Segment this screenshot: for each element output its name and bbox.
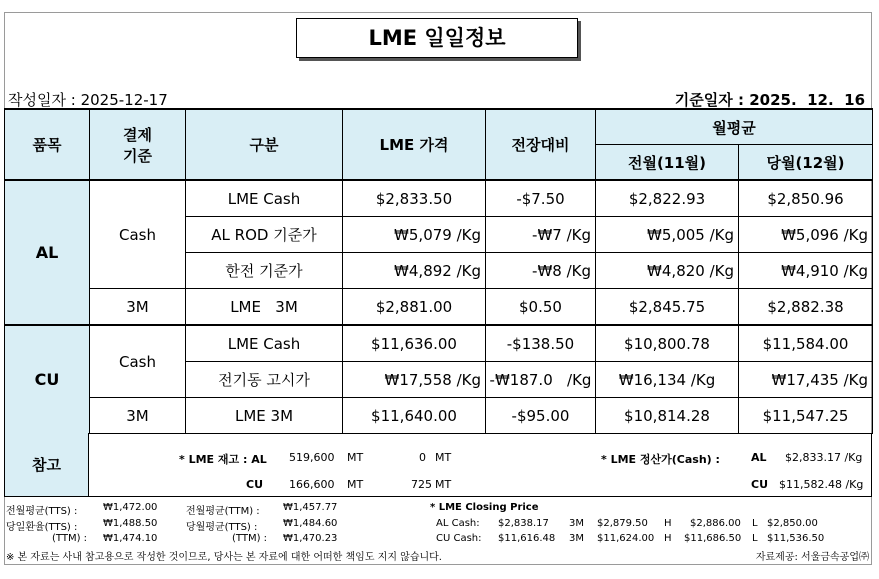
curr-avg-ttm-value: ₩1,470.23 — [283, 533, 338, 544]
note-label: 참고 — [4, 433, 89, 497]
header-change: 전장대비 — [486, 109, 596, 180]
curr-avg-tts-label: 당월평균(TTS) : — [186, 522, 258, 533]
stock-label: * LME 재고 : AL — [179, 453, 267, 466]
product-cu: CU — [5, 325, 90, 434]
prev-avg-cell: $10,814.28 — [596, 398, 739, 434]
data-source: 자료제공: 서울금속공업㈜ — [755, 552, 869, 563]
settle-basis-3m: 3M — [90, 398, 186, 434]
settle-basis-cash: Cash — [90, 325, 186, 398]
page-title: LME 일일정보 — [296, 18, 578, 58]
change-cell: -₩8 /Kg — [486, 253, 596, 289]
curr-avg-cell: ₩4,910 /Kg — [739, 253, 873, 289]
al-stock-2: 0 — [419, 451, 426, 464]
al-high-value: $2,886.00 — [690, 518, 741, 529]
header-settle — [90, 109, 186, 180]
base-date-value: 2025. 12. 16 — [749, 91, 865, 109]
prev-avg-cell: ₩5,005 /Kg — [596, 217, 739, 253]
table-row — [5, 180, 873, 217]
al-low-label: L — [752, 518, 758, 529]
base-date-label: 기준일자 : — [674, 91, 744, 109]
curr-avg-cell: $2,882.38 — [739, 289, 873, 326]
cu-3m-label: 3M — [569, 533, 584, 544]
cu-3m-value: $11,624.00 — [597, 533, 655, 544]
closing-price-title: * LME Closing Price — [430, 502, 539, 513]
base-date — [675, 89, 865, 110]
change-cell: -$138.50 — [486, 325, 596, 362]
settle-basis-cash: Cash — [90, 180, 186, 289]
curr-avg-cell: $11,547.25 — [739, 398, 873, 434]
header-settle-line1: 결제 — [123, 125, 152, 144]
settle-cu-value: $11,582.48 /Kg — [779, 478, 864, 491]
note-box — [89, 433, 872, 497]
cu-high-label: H — [664, 533, 672, 544]
al-3m-value: $2,879.50 — [597, 518, 648, 529]
al-low-value: $2,850.00 — [767, 518, 818, 529]
prev-avg-cell: $10,800.78 — [596, 325, 739, 362]
change-cell: -₩7 /Kg — [486, 217, 596, 253]
price-cell: $2,833.50 — [343, 180, 486, 217]
category-cell: 한전 기준가 — [186, 253, 343, 289]
price-cell: ₩17,558 /Kg — [343, 362, 486, 398]
note-section — [4, 433, 872, 497]
today-rate-tts-value: ₩1,488.50 — [103, 518, 158, 529]
category-cell: LME 3M — [186, 398, 343, 434]
written-date-value: 2025-12-17 — [80, 91, 168, 109]
cu-stock-unit: MT — [347, 478, 364, 491]
header-monthly-avg: 월평균 — [596, 109, 873, 145]
today-rate-ttm-value: ₩1,474.10 — [103, 533, 158, 544]
settle-al-value: $2,833.17 /Kg — [785, 451, 863, 464]
header-prev-month: 전월(11월) — [596, 145, 739, 181]
today-rate-tts-label: 당일환율(TTS) : — [6, 522, 78, 533]
cu-low-value: $11,536.50 — [767, 533, 825, 544]
prev-avg-ttm-label: 전월평균(TTM) : — [186, 506, 260, 517]
cu-high-value: $11,686.50 — [684, 533, 742, 544]
curr-avg-tts-value: ₩1,484.60 — [283, 518, 338, 529]
category-cell: LME Cash — [186, 180, 343, 217]
prev-avg-cell: $2,822.93 — [596, 180, 739, 217]
prev-avg-cell: ₩4,820 /Kg — [596, 253, 739, 289]
header-item: 품목 — [5, 109, 90, 180]
curr-avg-cell: $11,584.00 — [739, 325, 873, 362]
header-category: 구분 — [186, 109, 343, 180]
cu-stock-2-unit: MT — [435, 478, 452, 491]
curr-avg-ttm-label: (TTM) : — [232, 533, 268, 544]
table-row — [5, 289, 873, 326]
header-curr-month: 당월(12월) — [739, 145, 873, 181]
prev-avg-tts-value: ₩1,472.00 — [103, 502, 158, 513]
al-cash-value: $2,838.17 — [498, 518, 549, 529]
category-cell: LME Cash — [186, 325, 343, 362]
settle-cu-label: CU — [751, 478, 769, 491]
al-stock-2-unit: MT — [435, 451, 452, 464]
settle-al-label: AL — [751, 451, 767, 464]
prev-avg-tts-label: 전월평균(TTS) : — [6, 506, 78, 517]
change-cell: -₩187.0 /Kg — [486, 362, 596, 398]
settle-price-label: * LME 정산가(Cash) : — [601, 453, 720, 466]
al-cash-label: AL Cash: — [436, 518, 480, 529]
cu-stock-label: CU — [246, 478, 264, 491]
lme-price-table — [4, 108, 873, 434]
curr-avg-cell: $2,850.96 — [739, 180, 873, 217]
table-row — [5, 398, 873, 434]
category-cell: 전기동 고시가 — [186, 362, 343, 398]
header-settle-line2: 기준 — [123, 146, 152, 165]
prev-avg-ttm-value: ₩1,457.77 — [283, 502, 338, 513]
cu-stock-2: 725 — [411, 478, 432, 491]
curr-avg-cell: ₩17,435 /Kg — [739, 362, 873, 398]
price-cell: ₩4,892 /Kg — [343, 253, 486, 289]
price-cell: ₩5,079 /Kg — [343, 217, 486, 253]
price-cell: $11,640.00 — [343, 398, 486, 434]
prev-avg-cell: ₩16,134 /Kg — [596, 362, 739, 398]
category-cell: AL ROD 기준가 — [186, 217, 343, 253]
written-date — [8, 89, 168, 110]
cu-cash-value: $11,616.48 — [498, 533, 556, 544]
written-date-label: 작성일자 : — [8, 91, 76, 109]
table-row — [5, 325, 873, 362]
price-cell: $11,636.00 — [343, 325, 486, 362]
change-cell: -$7.50 — [486, 180, 596, 217]
cu-stock: 166,600 — [289, 478, 335, 491]
al-stock-unit: MT — [347, 451, 364, 464]
curr-avg-cell: ₩5,096 /Kg — [739, 217, 873, 253]
cu-low-label: L — [752, 533, 758, 544]
prev-avg-cell: $2,845.75 — [596, 289, 739, 326]
settle-basis-3m: 3M — [90, 289, 186, 326]
category-cell: LME 3M — [186, 289, 343, 326]
change-cell: $0.50 — [486, 289, 596, 326]
header-price: LME 가격 — [343, 109, 486, 180]
price-cell: $2,881.00 — [343, 289, 486, 326]
change-cell: -$95.00 — [486, 398, 596, 434]
today-rate-ttm-label: (TTM) : — [52, 533, 88, 544]
disclaimer: ※ 본 자료는 사내 참고용으로 작성한 것이므로, 당사는 본 자료에 대한 어떠한 책임도 지지 않습니다. — [6, 552, 442, 563]
al-3m-label: 3M — [569, 518, 584, 529]
al-high-label: H — [664, 518, 672, 529]
cu-cash-label: CU Cash: — [436, 533, 482, 544]
al-stock: 519,600 — [289, 451, 335, 464]
product-al: AL — [5, 180, 90, 325]
